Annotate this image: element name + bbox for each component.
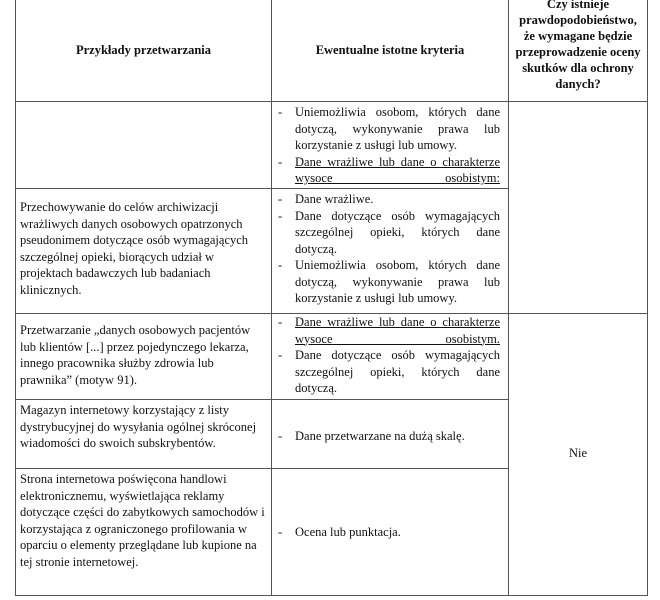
row-divider-4: [15, 468, 509, 469]
column-divider-1: [271, 0, 272, 595]
row-2-example: Przechowywanie do celów archiwizacji wrażliwych danych osobowych opatrzonych pseudonimem dotyczące osób wymagających szczególnej opieki, biorących udział w projektach badawczych lub badaniach klinicznych.: [20, 200, 249, 297]
row-4-criteria: [276, 428, 500, 445]
row-2-criteria: [276, 191, 500, 307]
row-1-criteria: [276, 104, 500, 187]
criterion-item: - Dane dotyczące osób wymagających szczególnej opieki, których dane dotyczą.: [276, 347, 500, 397]
criterion-item: - Dane wrażliwe.: [276, 191, 500, 208]
row-5-example: Strona internetowa poświęcona handlowi elektronicznemu, wyświetlająca reklamy dotyczące części do zabytkowych samochodów i korzystająca z ograniczonego profilowania w oparciu o elementy przeglądane lub kupione na tej stronie internetowej.: [20, 472, 265, 569]
criterion-item: - Dane dotyczące osób wymagających szczególnej opieki, których dane dotyczą.: [276, 208, 500, 258]
criterion-item: - Ocena lub punktacja.: [276, 524, 500, 541]
header-examples: Przykłady przetwarzania: [75, 43, 212, 57]
table-border-bottom: [15, 595, 648, 596]
row-divider-1: [15, 188, 509, 189]
header-bottom-border: [15, 101, 648, 102]
table-border-left: [15, 0, 16, 595]
criterion-item: - Uniemożliwia osobom, których dane dotyczą, wykonywanie prawa lub korzystanie z usługi lub umowy.: [276, 104, 500, 154]
criterion-item: - Uniemożliwia osobom, których dane dotyczą, wykonywanie prawa lub korzystanie z usługi lub umowy.: [276, 257, 500, 307]
criterion-item: - Dane przetwarzane na dużą skalę.: [276, 428, 500, 445]
row-3-criteria: [276, 314, 500, 397]
row-3-example: Przetwarzanie „danych osobowych pacjentów lub klientów [...] przez pojedynczego lekarza, innego pracownika służby zdrowia lub prawnika” (motyw 91).: [20, 323, 251, 387]
header-dpia-question: Czy istnieje prawdopodobieństwo, że wymagane będzie przeprowadzenie oceny skutków dla ochrony danych?: [515, 0, 641, 91]
header-criteria: Ewentualne istotne kryteria: [315, 43, 465, 57]
row-divider-3: [15, 399, 509, 400]
table-border-right: [647, 0, 648, 595]
row-4-example: Magazyn internetowy korzystający z listy dystrybucyjnej do wysyłania ogólnej skróconej wiadomości do swoich subskrybentów.: [20, 403, 257, 450]
dpia-answer-nie: Nie: [568, 446, 588, 460]
criterion-item: - Dane wrażliwe lub dane o charakterze wysoce osobistym:: [276, 154, 500, 187]
row-5-criteria: [276, 524, 500, 541]
column-divider-2: [508, 0, 509, 595]
criterion-item: - Dane wrażliwe lub dane o charakterze wysoce osobistym.: [276, 314, 500, 347]
